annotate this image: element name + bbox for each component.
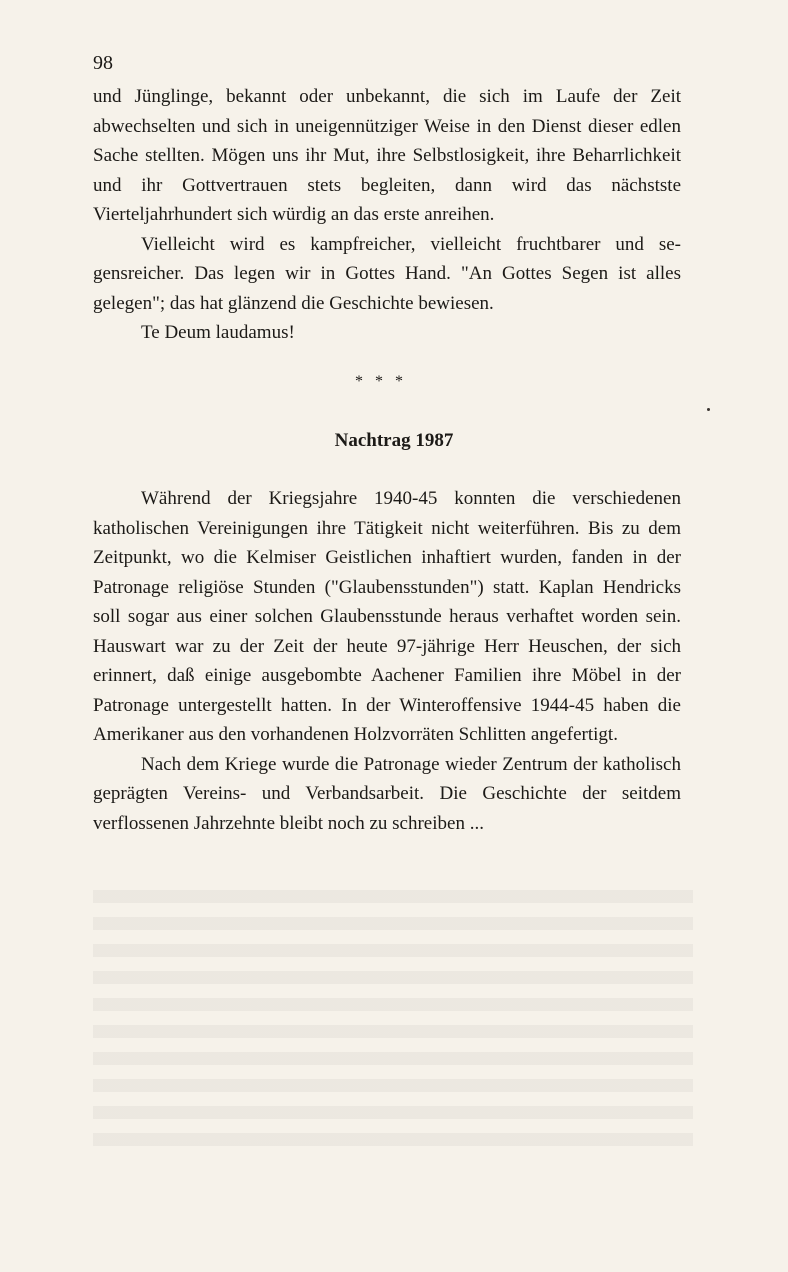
addendum-section — [93, 484, 681, 838]
show-through-text — [93, 890, 693, 1160]
margin-dot — [707, 408, 710, 411]
paragraph-closing-line: Te Deum laudamus! — [141, 322, 295, 343]
section-separator: * * * — [355, 373, 407, 390]
page-number: 98 — [93, 52, 113, 74]
closing-section — [93, 82, 681, 348]
section-heading: Nachtrag 1987 — [334, 430, 454, 451]
paragraph: Vielleicht wird es kampfreicher, vielleicht fruchtbarer und segensreicher. Das legen wir in Gottes Hand. "An Gottes Segen ist alles gelegen"; das hat glänzend die Geschichte bewiesen. — [93, 233, 681, 314]
paragraph: Nach dem Kriege wurde die Patronage wieder Zentrum der katholisch geprägten Vereins- und Verbandsarbeit. Die Geschichte der seitdem verflossenen Jahrzehnte bleibt noch zu schreiben ... — [93, 753, 681, 834]
paragraph: Während der Kriegsjahre 1940-45 konnten die verschiedenen katholischen Vereinigungen ihre Tätigkeit nicht weiterführen. Bis zu dem Zeitpunkt, wo die Kelmiser Geistlichen inhaftiert wurden, fanden in der Patronage religiöse Stunden ("Glaubensstunden") statt. Kaplan Hendricks soll sogar aus einer solchen Glaubensstunde heraus verhaftet worden sein. Hauswart war zu der Zeit der heute 97-jährige Herr Heuschen, der sich erinnert, daß einige ausgebombte Aachener Familien ihre Möbel in der Patronage untergestellt hatten. In der Winteroffensive 1944-45 haben die Amerikaner aus den vorhandenen Holzvorräten Schlitten angefertigt. — [93, 488, 681, 745]
paragraph: und Jünglinge, bekannt oder unbekannt, die sich im Laufe der Zeit abwechselten und sich in uneigennütziger Weise in den Dienst dieser edlen Sache stellten. Mögen uns ihr Mut, ihre Selbstlosigkeit, ihre Beharrlichkeit und ihr Gottvertrauen stets begleiten, dann wird das nächstste Vierteljahrhundert sich würdig an das erste anreihen. — [93, 86, 681, 225]
